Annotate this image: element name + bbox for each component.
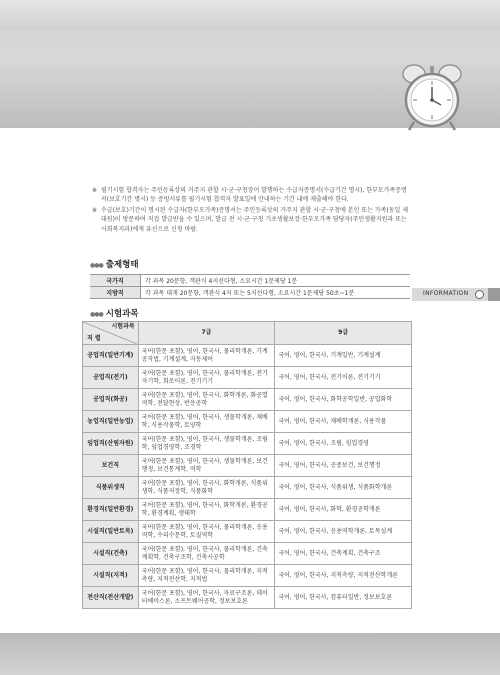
grade7-cell: 국어(한문 포함), 영어, 한국사, 물리학개론, 기계공작법, 기계설계, 자동제어 <box>138 345 275 367</box>
grade9-cell: 국어, 영어, 한국사, 응용역학개론, 토목설계 <box>275 521 412 543</box>
table-row <box>83 389 412 411</box>
bullet-dots-icon: ●●● <box>90 262 103 269</box>
table-row <box>83 477 412 499</box>
grade9-cell: 국어, 영어, 한국사, 건축계획, 건축구조 <box>275 543 412 565</box>
note-mark: ※ <box>92 187 98 194</box>
corner-bottom-label: 직 렬 <box>87 335 101 342</box>
grade7-cell: 국어(한문 포함), 영어, 한국사, 생물학개론, 보건행정, 보건통계학, 역학 <box>138 455 275 477</box>
grade9-cell: 국어, 영어, 한국사, 공중보건, 보건행정 <box>275 455 412 477</box>
corner-top-label: 시험과목 <box>111 323 135 330</box>
table-row <box>83 499 412 521</box>
subjects-table <box>82 321 412 609</box>
grade9-cell: 국어, 영어, 한국사, 기계일반, 기계설계 <box>275 345 412 367</box>
tab-edge <box>488 288 500 301</box>
notes-block <box>92 186 410 235</box>
information-label: INFORMATION <box>423 290 469 297</box>
job-cell: 공업직(화공) <box>83 389 139 411</box>
job-cell: 시설직(건축) <box>83 543 139 565</box>
table-row <box>83 433 412 455</box>
job-cell: 전산직(전산개발) <box>83 587 139 609</box>
grade7-cell: 국어(한문 포함), 영어, 한국사, 생물학개론, 조림학, 임업경영학, 조경학 <box>138 433 275 455</box>
grade9-cell: 국어, 영어, 한국사, 조림, 임업경영 <box>275 433 412 455</box>
grade-cell: 국가직 <box>90 275 141 287</box>
grade7-cell: 국어(한문 포함), 영어, 한국사, 자료구조론, 데이터베이스론, 소프트웨어공학, 정보보호론 <box>138 587 275 609</box>
table-row <box>83 587 412 609</box>
note-item <box>92 186 410 205</box>
job-cell: 식품위생직 <box>83 477 139 499</box>
table-row <box>90 287 410 299</box>
job-cell: 임업직(산림자원) <box>83 433 139 455</box>
exam-type-title: 출제형태 <box>105 260 139 270</box>
information-tab <box>412 288 500 301</box>
footer-band <box>0 633 500 675</box>
grade7-cell: 국어(한문 포함), 영어, 한국사, 물리학개론, 응용역학, 수리수문학, 토질역학 <box>138 521 275 543</box>
grade7-cell: 국어(한문 포함), 영어, 한국사, 생물학개론, 재배학, 식용작물학, 토양학 <box>138 411 275 433</box>
note-item <box>92 206 410 234</box>
grade9-cell: 국어, 영어, 한국사, 화학, 환경공학개론 <box>275 499 412 521</box>
table-row <box>83 411 412 433</box>
job-cell: 시설직(일반토목) <box>83 521 139 543</box>
subjects-title: 시험과목 <box>105 309 139 319</box>
grade7-cell: 국어(한문 포함), 영어, 한국사, 물리학개론, 건축계획학, 건축구조학, 건축시공학 <box>138 543 275 565</box>
table-row <box>83 521 412 543</box>
grade9-cell: 국어, 영어, 한국사, 식품위생, 식품화학개론 <box>275 477 412 499</box>
grade-cell: 지방직 <box>90 287 141 299</box>
grade7-cell: 국어(한문 포함), 영어, 한국사, 화학개론, 화공열역학, 전달현상, 반응공학 <box>138 389 275 411</box>
job-cell: 환경직(일반환경) <box>83 499 139 521</box>
subjects-heading <box>90 307 139 319</box>
note-text: 필기시험 합격자는 주민등록상의 거주지 관할 시·군·구청장이 발행하는 수급자증명서(수급기간 명시), 한부모가족증명서(보호기간 명시) 등 증빙서류를 필기시험 합격자 발표일에 안내하는 기간 내에 제출해야 한다. <box>101 187 407 204</box>
desc-cell: 각 과목 대개 20문항, 객관식 4지 또는 5지선다형, 소요시간 1문제당 50초~1분 <box>141 287 411 299</box>
job-cell: 농업직(일반농업) <box>83 411 139 433</box>
grade9-cell: 국어, 영어, 한국사, 전기이론, 전기기기 <box>275 367 412 389</box>
bullet-dots-icon: ●●● <box>90 311 103 318</box>
grade9-cell: 국어, 영어, 한국사, 화학공학일반, 공업화학 <box>275 389 412 411</box>
table-header-row <box>83 322 412 345</box>
col-7-header: 7급 <box>138 322 275 345</box>
job-cell: 공업직(전기) <box>83 367 139 389</box>
table-row <box>83 455 412 477</box>
table-row <box>83 345 412 367</box>
corner-header <box>83 322 139 345</box>
grade7-cell: 국어(한문 포함), 영어, 한국사, 화학개론, 식품위생학, 식품저장학, 식품화학 <box>138 477 275 499</box>
grade9-cell: 국어, 영어, 한국사, 컴퓨터일반, 정보보호론 <box>275 587 412 609</box>
table-row <box>90 275 410 287</box>
header-shade <box>0 0 500 30</box>
table-row <box>83 367 412 389</box>
grade9-cell: 국어, 영어, 한국사, 지적측량, 지적전산학개론 <box>275 565 412 587</box>
table-row <box>83 543 412 565</box>
grade9-cell: 국어, 영어, 한국사, 재배학개론, 식용작물 <box>275 411 412 433</box>
desc-cell: 각 과목 20문항, 객관식 4지선다형, 소요시간 1문제당 1분 <box>141 275 411 287</box>
note-text: 수급(보호)기간이 명시된 수급자(한부모가족)증명서는 주민등록상의 거주지 관할 시·군·구청에 본인 또는 가족(동일 세대원)이 방문하여 직접 발급받을 수 있으며, 발급 전 시·군·구청 기초생활보장·한부모가족 담당자(주민생활지원과 또는 사회복지과)에게 유선으로 신청 바람. <box>101 206 409 233</box>
table-row <box>83 565 412 587</box>
circle-icon <box>475 290 484 299</box>
note-mark: ※ <box>92 206 98 214</box>
alarm-clock-icon <box>400 60 464 132</box>
exam-type-heading <box>90 258 139 270</box>
grade7-cell: 국어(한문 포함), 영어, 한국사, 물리학개론, 전기자기학, 회로이론, 전기기기 <box>138 367 275 389</box>
col-9-header: 9급 <box>275 322 412 345</box>
job-cell: 보건직 <box>83 455 139 477</box>
grade7-cell: 국어(한문 포함), 영어, 한국사, 화학개론, 환경공학, 환경계획, 생태학 <box>138 499 275 521</box>
job-cell: 시설직(지적) <box>83 565 139 587</box>
job-cell: 공업직(일반기계) <box>83 345 139 367</box>
exam-type-table <box>90 274 410 299</box>
grade7-cell: 국어(한문 포함), 영어, 한국사, 물리학개론, 지적측량, 지적전산학, 지적법 <box>138 565 275 587</box>
